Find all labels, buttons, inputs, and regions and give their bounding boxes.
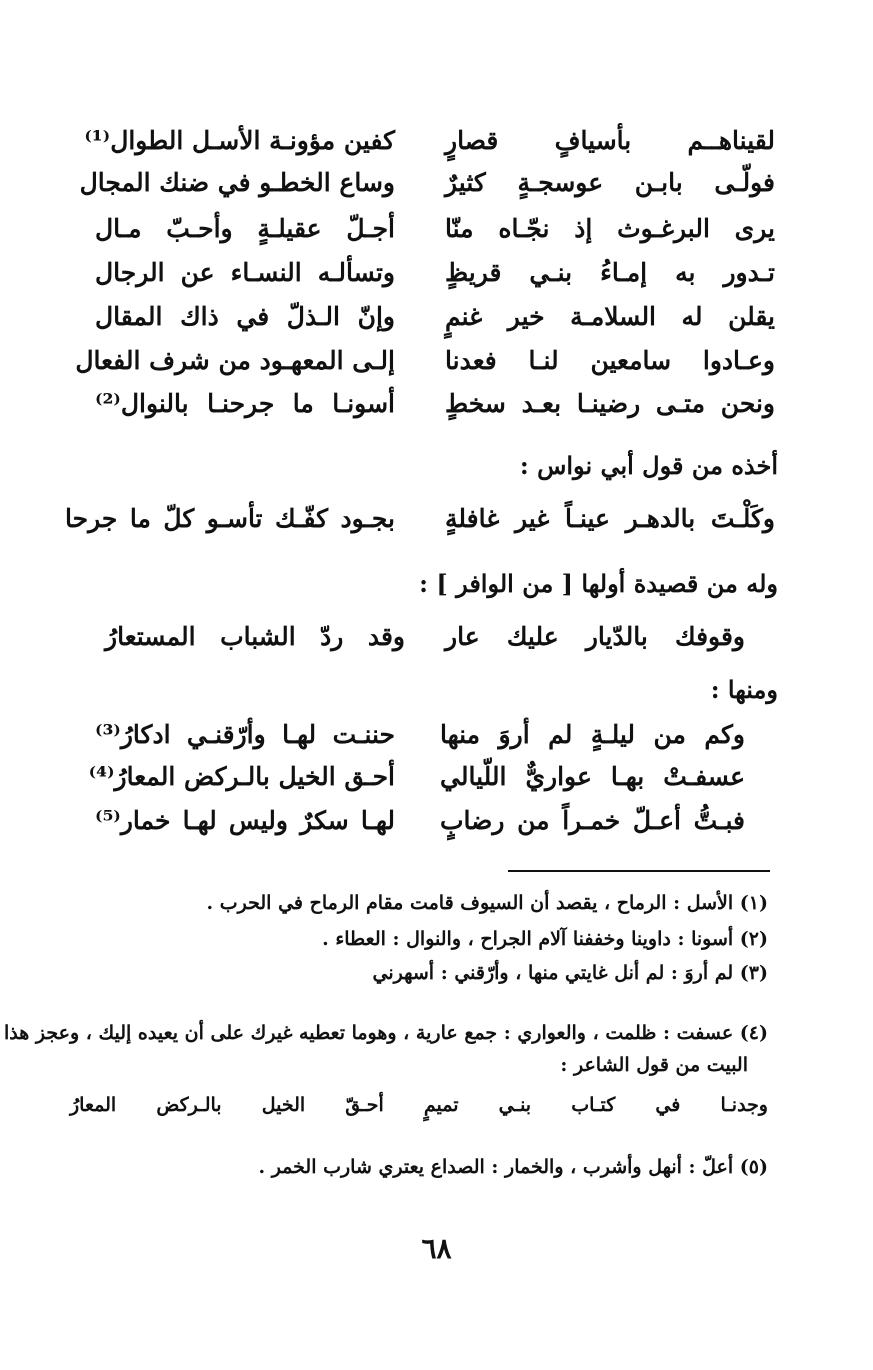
verse-second-hemistich: كفين مؤونـة الأسـل الطوال⁽¹⁾ (84, 126, 395, 155)
verse-line (105, 618, 745, 656)
verse-second-hemistich: وقد ردّ الشباب المستعارُ (105, 622, 405, 651)
verse-second-hemistich: أحـق الخيل بالـركض المعارُ⁽⁴⁾ (88, 762, 395, 791)
verse-line (79, 164, 775, 202)
footnote-3: (٣) لم أروَ : لم أنل غايتي منها ، وأرّقني : أسهرني (372, 962, 768, 984)
verse-second-hemistich: وساع الخطـو في ضنك المجال (79, 168, 395, 197)
verse-second-hemistich: وإنّ الـذلّ في ذاك المقال (95, 302, 395, 331)
footnote-2: (٢) أسونا : داوينا وخففنا آلام الجراح ، والنوال : العطاء . (322, 928, 768, 950)
verse-line (84, 122, 775, 160)
verse-first-hemistich: عسفـتْ بهـا عواريٌّ اللّيالي (440, 762, 745, 791)
verse-first-hemistich: لقيناهــم بأسيافٍ قصارٍ (445, 126, 775, 155)
verse-second-hemistich: إلـى المعهـود من شرف الفعال (75, 346, 395, 375)
intro-line: وله من قصيدة أولها [ من الوافر ] : (419, 569, 778, 598)
verse-second-hemistich: أجـلّ عقيلـةٍ وأحـبّ مـال (95, 214, 395, 243)
footnote-4: (٤) عسفت : ظلمت ، والعواري : جمع عارية ، وهوما تعطيه غيرك على أن يعيده إليك ، وعجز هذا (4, 1022, 768, 1044)
verse-first-hemistich: وكم من ليلـةٍ لم أروَ منها (440, 720, 745, 749)
footnote-1: (١) الأسل : الرماح ، يقصد أن السيوف قامت مقام الرماح في الحرب . (206, 892, 768, 914)
verse-first-hemistich: فبـتُّ أعـلّ خمـراً من رضابٍ (440, 806, 745, 835)
verse-line (95, 254, 775, 292)
verse-first-hemistich: يقلن له السلامـة خير غنمٍ (445, 302, 775, 331)
verse-first-hemistich: يرى البرغـوث إذ نجّـاه منّا (445, 214, 775, 243)
verse-line (95, 298, 775, 336)
verse-line (65, 500, 775, 538)
verse-second-hemistich: وتسألـه النسـاء عن الرجال (95, 258, 395, 287)
footnote-4-verse: وجدنـا في كتـاب بنـي تميمٍ أحـقّ الخيل بالـركض المعارُ (70, 1094, 768, 1116)
footnote-separator (508, 870, 770, 872)
verse-first-hemistich: وقوفك بالدّيار عليك عار (445, 622, 745, 651)
verse-line (95, 210, 775, 248)
verse-line (88, 758, 745, 796)
page-number: ٦٨ (421, 1232, 452, 1265)
verse-first-hemistich: تـدور به إمـاءُ بنـي قريظٍ (445, 258, 775, 287)
footnote-4-continuation: البيت من قول الشاعر : (560, 1054, 748, 1076)
verse-first-hemistich: وكَلْـتَ بالدهـر عينـاً غير غافلةٍ (445, 504, 775, 533)
verse-line (75, 342, 775, 380)
verse-first-hemistich: وعـادوا سامعين لنـا فعدنا (445, 346, 775, 375)
verse-second-hemistich: حننـت لهـا وأرّقنـي ادكارُ⁽³⁾ (95, 720, 395, 749)
intro-line: أخذه من قول أبي نواس : (519, 451, 778, 480)
footnote-5: (٥) أعلّ : أنهل وأشرب ، والخمار : الصداع يعتري شارب الخمر . (258, 1156, 768, 1178)
intro-line: ومنها : (710, 675, 778, 704)
verse-line (95, 385, 775, 423)
verse-line (95, 716, 745, 754)
verse-line (95, 802, 745, 840)
verse-first-hemistich: ونحن متـى رضينـا بعـد سخطٍ (445, 389, 775, 418)
verse-second-hemistich: أسونـا ما جرحنـا بالنوال⁽²⁾ (95, 389, 395, 418)
verse-first-hemistich: فولّـى بابـن عوسجـةٍ كثيرٌ (445, 168, 775, 197)
verse-second-hemistich: لهـا سكرٌ وليس لهـا خمار⁽⁵⁾ (95, 806, 395, 835)
verse-second-hemistich: بجـود كفّـك تأسـو كلّ ما جرحا (65, 504, 395, 533)
